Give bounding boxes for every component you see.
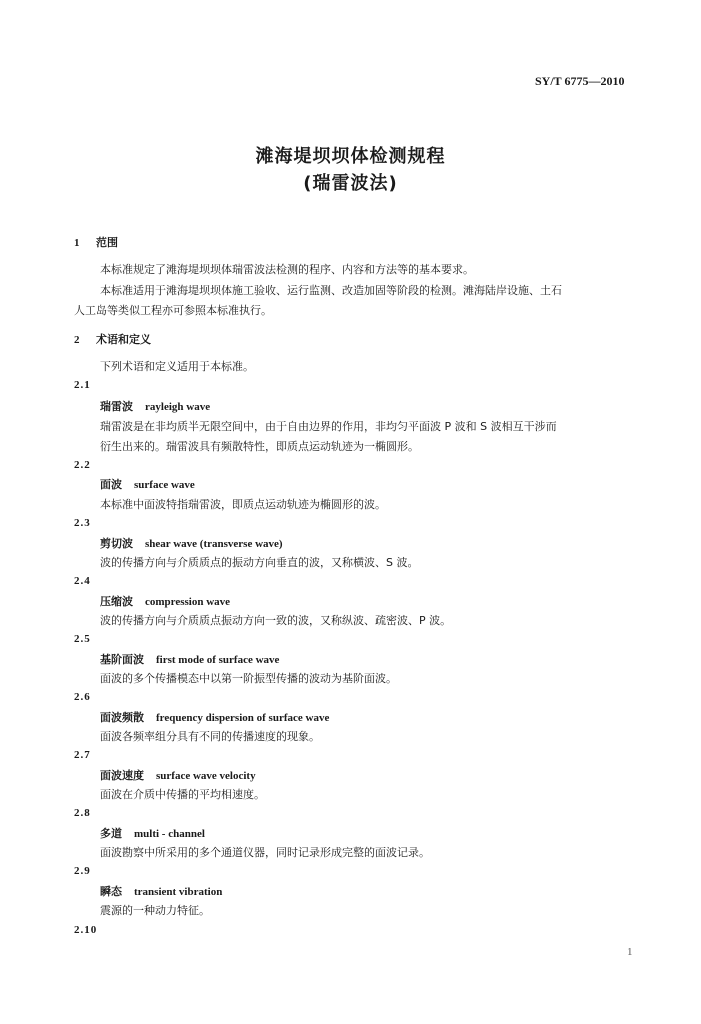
section-title: 术语和定义 [96,333,151,346]
term-english: first mode of surface wave [156,654,280,666]
term-definition: 瑞雷波是在非均质半无限空间中，由于自由边界的作用，非均匀平面波 P 波和 S 波相互干涉而 [100,420,557,433]
term-entry [100,593,230,609]
paragraph: 下列术语和定义适用于本标准。 [100,360,254,373]
term-entry [100,825,205,841]
term-chinese: 瑞雷波 [100,400,133,413]
term-chinese: 面波速度 [100,769,144,782]
document-title: 滩海堤坝坝体检测规程 [255,146,446,167]
term-entry [100,883,222,899]
term-english: rayleigh wave [145,401,211,413]
term-definition: 波的传播方向与介质质点的振动方向垂直的波，又称横波、S 波。 [100,556,419,569]
section-number: 1 [74,237,80,249]
term-definition: 面波各频率组分具有不同的传播速度的现象。 [100,730,320,743]
standard-code: SY/T 6775—2010 [535,74,625,88]
clause-number: 2.1 [74,379,91,391]
term-definition: 震源的一种动力特征。 [100,904,210,917]
section-2-heading [74,331,151,347]
clause-number: 2.3 [74,517,91,529]
term-definition: 本标准中面波特指瑞雷波，即质点运动轨迹为椭圆形的波。 [100,498,386,511]
term-english: multi - channel [134,828,205,840]
term-english: transient vibration [134,886,223,898]
term-english: shear wave (transverse wave) [145,538,283,550]
section-title: 范围 [96,236,118,249]
clause-number: 2.2 [74,459,91,471]
term-chinese: 瞬态 [100,885,122,898]
term-entry [100,709,329,725]
term-entry [100,535,283,551]
page-number: 1 [627,946,633,958]
term-chinese: 多道 [100,827,122,840]
term-definition-continuation: 衍生出来的。瑞雷波具有频散特性，即质点运动轨迹为一椭圆形。 [100,440,419,453]
paragraph-continuation: 人工岛等类似工程亦可参照本标准执行。 [74,304,272,317]
term-english: frequency dispersion of surface wave [156,712,330,724]
term-english: surface wave [134,479,195,491]
term-definition: 面波勘察中所采用的多个通道仪器，同时记录形成完整的面波记录。 [100,846,430,859]
document-subtitle: (瑞雷波法) [303,173,398,194]
term-entry [100,398,210,414]
term-chinese: 压缩波 [100,595,133,608]
clause-number: 2.6 [74,691,91,703]
term-entry [100,476,195,492]
term-english: compression wave [145,596,231,608]
section-1-heading [74,234,118,250]
term-definition: 面波的多个传播模态中以第一阶振型传播的波动为基阶面波。 [100,672,397,685]
clause-number: 2.8 [74,807,91,819]
term-definition: 波的传播方向与介质质点振动方向一致的波，又称纵波、疏密波、P 波。 [100,614,452,627]
term-chinese: 面波 [100,478,122,491]
term-chinese: 剪切波 [100,537,133,550]
paragraph: 本标准适用于滩海堤坝坝体施工验收、运行监测、改造加固等阶段的检测。滩海陆岸设施、土石 [100,284,562,297]
paragraph: 本标准规定了滩海堤坝坝体瑞雷波法检测的程序、内容和方法等的基本要求。 [100,263,474,276]
term-chinese: 面波频散 [100,711,144,724]
term-definition: 面波在介质中传播的平均相速度。 [100,788,265,801]
clause-number: 2.10 [74,924,98,936]
clause-number: 2.5 [74,633,91,645]
section-number: 2 [74,334,80,346]
term-english: surface wave velocity [156,770,256,782]
clause-number: 2.4 [74,575,91,587]
clause-number: 2.9 [74,865,91,877]
term-entry [100,767,256,783]
term-chinese: 基阶面波 [100,653,144,666]
term-entry [100,651,279,667]
clause-number: 2.7 [74,749,91,761]
